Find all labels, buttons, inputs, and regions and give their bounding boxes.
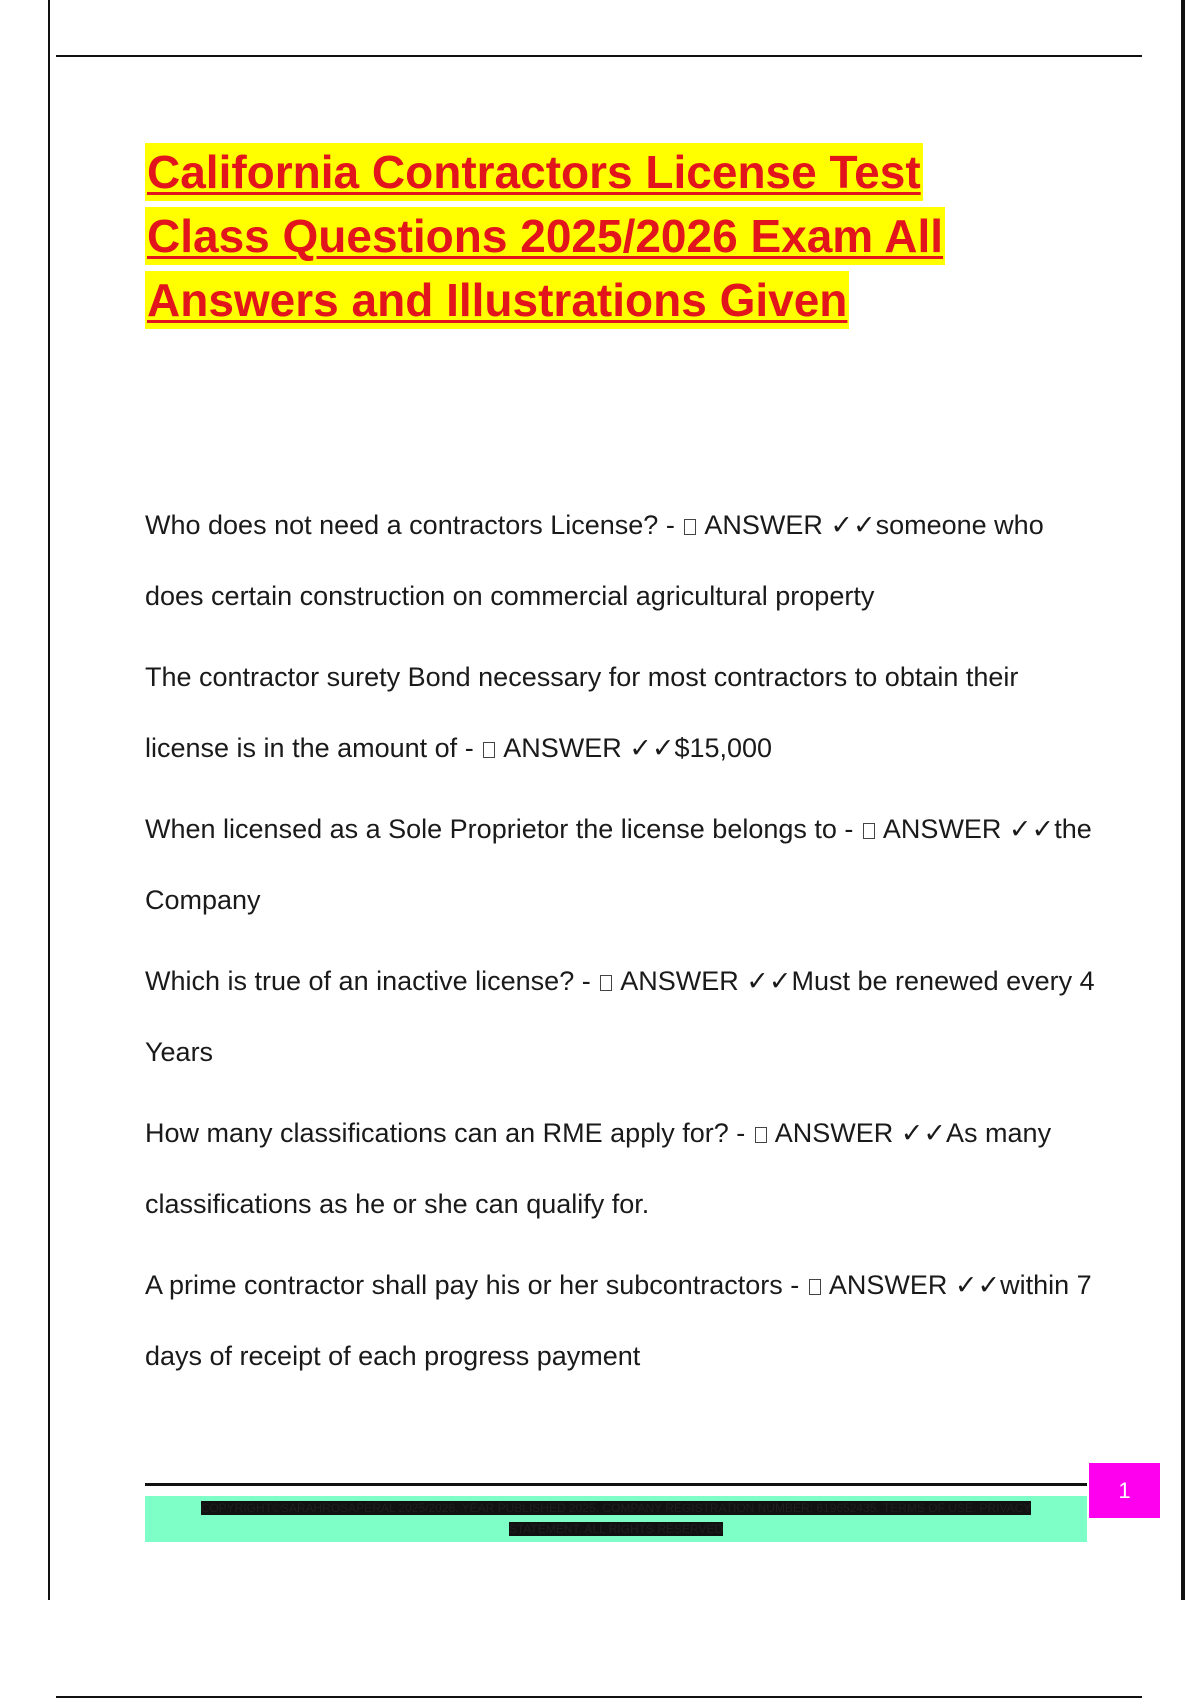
answer-text: $15,000 [674,733,773,763]
question-text: Who does not need a contractors License? [145,510,659,540]
qa-item: Who does not need a contractors License? - ANSWER ✓✓someone who does certain construction on commercial agricultural property [145,510,1044,611]
qa-item: When licensed as a Sole Proprietor the license belongs to - ANSWER ✓✓the Company [145,814,1092,915]
answer-marker: ANSWER ✓✓ [704,510,876,540]
missing-glyph-icon [863,823,875,839]
answer-text: someone who does certain construction on commercial agricultural property [145,510,1044,611]
answer-text: As many classifications as he or she can qualify for. [145,1118,1052,1219]
footer-copyright-band [145,1496,1087,1542]
answer-marker: ANSWER ✓✓ [828,1270,1001,1300]
page-number-badge: 1 [1089,1463,1160,1518]
answer-marker: ANSWER ✓✓ [503,733,675,763]
answer-text: Must be renewed every 4 Years [145,966,1095,1067]
footer-rule [145,1483,1087,1486]
missing-glyph-icon [755,1127,767,1143]
document-title [145,143,1025,335]
missing-glyph-icon [600,975,612,991]
answer-marker: ANSWER ✓✓ [882,814,1055,844]
title-line: California Contractors License Test [145,143,923,201]
qa-item: The contractor surety Bond necessary for most contractors to obtain their license is in the amount of - ANSWER ✓✓$15,000 [145,662,1019,763]
missing-glyph-icon [483,742,495,758]
title-line: Answers and Illustrations Given [145,271,849,329]
page-border-left [48,0,50,1600]
answer-text: within 7 days of receipt of each progress payment [145,1270,1092,1371]
header-rule [56,55,1142,57]
title-line: Class Questions 2025/2026 Exam All [145,207,945,265]
answer-text: the Company [145,814,1092,915]
question-text: Which is true of an inactive license? [145,966,575,996]
qa-item: Which is true of an inactive license? - ANSWER ✓✓Must be renewed every 4 Years [145,966,1095,1067]
qa-item: How many classifications can an RME apply for? - ANSWER ✓✓As many classifications as he or she can qualify for. [145,1118,1052,1219]
question-text: The contractor surety Bond necessary for most contractors to obtain their license is in the amount of [145,662,1019,763]
question-text: When licensed as a Sole Proprietor the license belongs to [145,814,837,844]
missing-glyph-icon [684,519,696,535]
page-border-right [1181,0,1185,1600]
qa-item: A prime contractor shall pay his or her subcontractors - ANSWER ✓✓within 7 days of receipt of each progress payment [145,1270,1092,1371]
answer-marker: ANSWER ✓✓ [774,1118,947,1148]
footer-copyright-text: COPYRIGHT©SARAHROSAPERAL 2025/2026. YEAR PUBLISHED 2025. COMPANY REGISTRATION NUMBER: 619652435. TERMS OF USE. PRIVACY STATEMENT. ALL RIGHTS RESERVED [200,1501,1032,1536]
bottom-rule [56,1696,1142,1698]
question-text: A prime contractor shall pay his or her subcontractors [145,1270,783,1300]
missing-glyph-icon [809,1279,821,1295]
question-text: How many classifications can an RME apply for? [145,1118,729,1148]
answer-marker: ANSWER ✓✓ [620,966,792,996]
qa-list [145,490,1105,1402]
